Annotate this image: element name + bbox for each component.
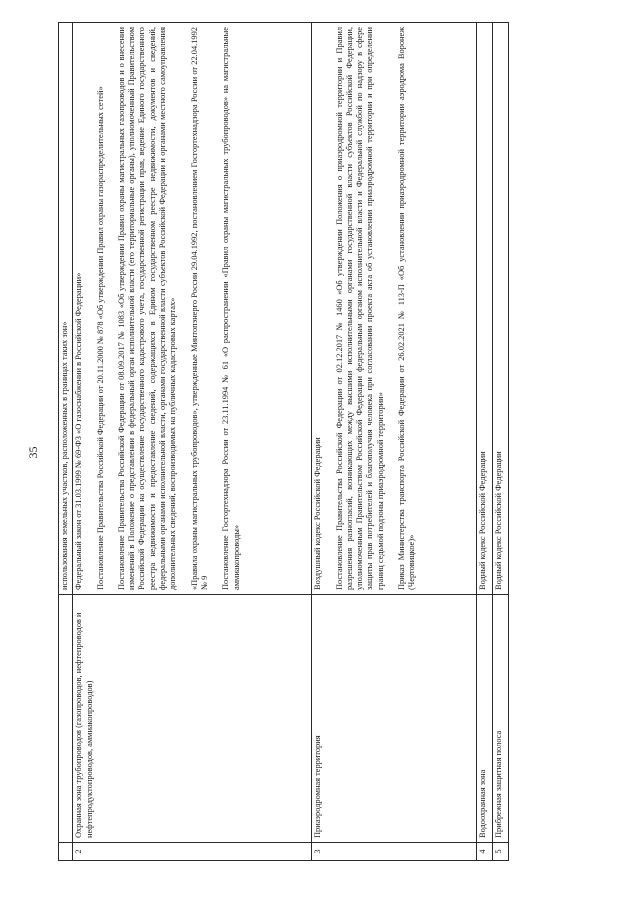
zone-name: Водоохранная зона [477, 595, 493, 843]
table-row [312, 23, 477, 861]
legal-basis [59, 23, 73, 595]
document-reference: Постановление Госгортехнадзора России от 23.11.1994 № 61 «О распространении «Правил охраны магистральных трубопроводов» на магистральные аммиакопроводы» [221, 27, 241, 590]
document-reference: Федеральный закон от 31.03.1999 № 69-ФЗ «О газоснабжении в Российской Федерации» [74, 272, 84, 590]
row-number: 4 [477, 843, 493, 861]
legal-basis [493, 23, 509, 595]
table-row [59, 23, 73, 861]
zone-name: Приаэродромная территория [312, 595, 477, 843]
document-reference: «Правила охраны магистральных трубопроводов», утвержденные Минтопэнерго России 29.04.1992, постановлением Госгортехнадзора России от 22.04.1992 № 9 [189, 27, 209, 590]
row-number: 3 [312, 843, 477, 861]
document-reference: Постановление Правительства Российской Федерации от 02.12.2017 № 1460 «Об утверждении Положения о приаэродромной территории и Правил разрешения разногласий, возникающих между высшими исполнительными органами государственной власти субъектов Российской Федерации, уполномоченным Правительством Российской Федерации федеральным органом исполнительной власти и Федеральной службой по надзору в сфере защиты прав потребителей и благополучия человека при согласовании проекта акта об установлении приаэродромной территории и при определении границ седьмой подзоны приаэродромной территории» [334, 27, 385, 590]
document-reference: Водный кодекс Российской Федерации [478, 451, 488, 590]
zone-name: Охранная зона трубопроводов (газопроводов, нефтепроводов и нефтепродуктопроводов, аммиакопроводов) [73, 595, 312, 843]
row-number: 2 [73, 843, 312, 861]
document-reference: Приказ Министерства транспорта Российской Федерации от 26.02.2021 № 113-П «Об установлении приаэродромной территории аэродрома Воронеж (Чертовицкое)» [397, 27, 417, 590]
row-number [59, 843, 73, 861]
legal-basis [312, 23, 477, 595]
document-reference: Водный кодекс Российской Федерации [494, 451, 504, 590]
page-number: 35 [26, 446, 40, 459]
document-reference: Постановление Правительства Российской Федерации от 08.09.2017 № 1083 «Об утверждении Правил охраны магистральных газопроводов и о внесении изменений в Положение о представлении в федеральный орган исполнительной власти (его территориальные органы), уполномоченный Правительством Российской Федерации на осуществление государственного кадастрового учета, государственной регистрации прав, ведение Единого государственного реестра недвижимости и предоставление сведений, содержащихся в Едином государственном реестре недвижимости, документов и сведений, федеральными органами исполнительной власти, органами государственной власти субъектов Российской Федерации и органами местного самоуправления дополнительных сведений, воспроизводимых на публичных кадастровых картах» [116, 27, 178, 590]
legal-basis [73, 23, 312, 595]
document-reference: Воздушный кодекс Российской Федерации [313, 437, 323, 590]
table-row [73, 23, 312, 861]
regulations-table [58, 22, 509, 861]
table-row [493, 23, 509, 861]
zone-name [59, 595, 73, 843]
document-reference: Постановление Правительства Российской Федерации от 20.11.2000 № 878 «Об утверждении Правил охраны газораспределительных сетей» [95, 86, 105, 590]
document-reference: использования земельных участков, расположенных в границах таких зон» [60, 321, 69, 590]
row-number: 5 [493, 843, 509, 861]
zone-name: Прибрежная защитная полоса [493, 595, 509, 843]
table-row [477, 23, 493, 861]
legal-basis [477, 23, 493, 595]
